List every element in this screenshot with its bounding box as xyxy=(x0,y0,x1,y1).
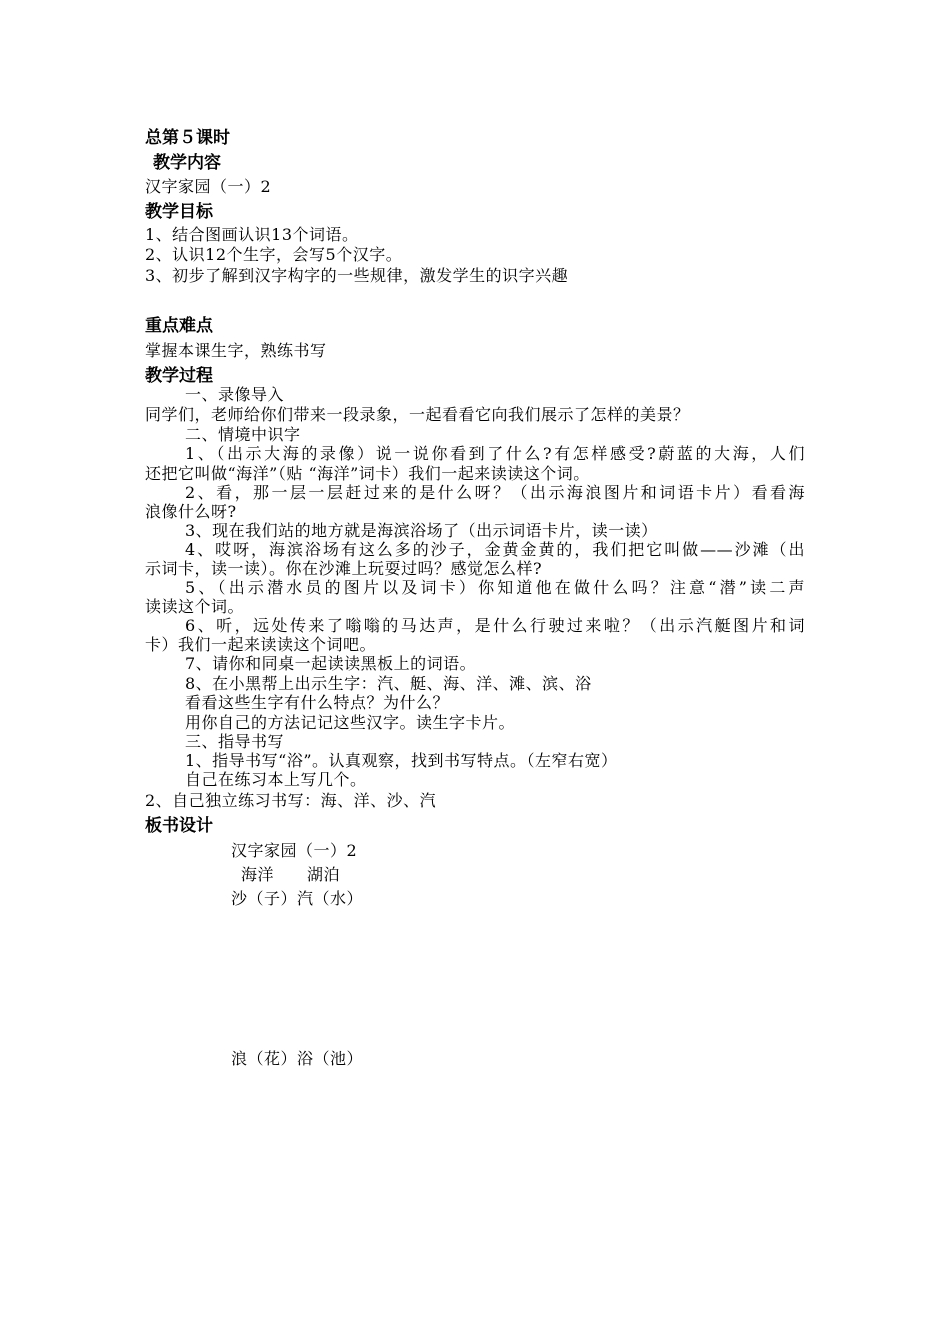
process-item: 浪像什么呀? xyxy=(145,502,237,521)
board-heading: 板书设计 xyxy=(145,816,213,836)
process-item: 3、现在我们站的地方就是海滨浴场了（出示词语卡片，读一读） xyxy=(185,521,658,540)
objectives-heading: 教学目标 xyxy=(145,202,213,222)
keypoints-heading: 重点难点 xyxy=(145,316,213,336)
process-item: 自己在练习本上写几个。 xyxy=(185,770,367,789)
process-item: 1、指导书写“浴”。认真观察，找到书写特点。（左窄右宽） xyxy=(185,751,618,770)
process-step-title: 二、情境中识字 xyxy=(185,425,301,444)
process-item: 8、在小黑帮上出示生字：汽、艇、海、洋、滩、滨、浴 xyxy=(185,674,592,693)
process-item: 2、看，那一层一层赶过来的是什么呀？（出示海浪图片和词语卡片）看看海 xyxy=(185,483,805,502)
board-line: 沙（子）汽（水） xyxy=(231,889,364,908)
board-title: 汉字家园（一）2 xyxy=(231,841,358,860)
process-item: 4、哎呀，海滨浴场有这么多的沙子，金黄金黄的，我们把它叫做——沙滩（出 xyxy=(185,540,805,559)
process-heading: 教学过程 xyxy=(145,366,213,386)
process-item: 7、请你和同桌一起读读黑板上的词语。 xyxy=(185,654,477,673)
objective-item: 2、认识12个生字，会写5个汉字。 xyxy=(145,245,403,264)
process-step-title: 三、指导书写 xyxy=(185,732,285,751)
process-item: 示词卡，读一读）。你在沙滩上玩耍过吗？感觉怎么样? xyxy=(145,559,543,578)
objective-item: 3、初步了解到汉字构字的一些规律，激发学生的识字兴趣 xyxy=(145,266,569,285)
process-item: 1、（出示大海的录像）说一说你看到了什么?有怎样感受?蔚蓝的大海，人们 xyxy=(185,444,805,463)
process-item: 6、听，远处传来了嗡嗡的马达声，是什么行驶过来啦？（出示汽艇图片和词 xyxy=(185,616,805,635)
process-item: 看看这些生字有什么特点？为什么？ xyxy=(185,693,450,712)
board-line: 浪（花）浴（池） xyxy=(231,1049,364,1068)
content-heading: 教学内容 xyxy=(153,153,221,173)
process-item: 2、自己独立练习书写：海、洋、沙、汽 xyxy=(145,791,437,810)
process-item: 用你自己的方法记记这些汉字。读生字卡片。 xyxy=(185,713,516,732)
process-item: 读读这个词。 xyxy=(145,597,245,616)
process-item: 5、（出示潜水员的图片以及词卡）你知道他在做什么吗？注意“潜”读二声 xyxy=(185,578,805,597)
lesson-header: 总第５课时 xyxy=(145,128,230,148)
process-item: 还把它叫做“海洋”（贴 “海洋”词卡）我们一起来读读这个词。 xyxy=(145,464,590,483)
board-words: 海洋 湖泊 xyxy=(241,865,341,884)
keypoints-text: 掌握本课生字，熟练书写 xyxy=(145,341,327,360)
process-text: 同学们，老师给你们带来一段录象，一起看看它向我们展示了怎样的美景？ xyxy=(145,405,690,424)
objective-item: 1、结合图画认识13个词语。 xyxy=(145,225,359,244)
content-text: 汉字家园（一）2 xyxy=(145,177,272,196)
process-item: 卡）我们一起来读读这个词吧。 xyxy=(145,635,377,654)
process-step-title: 一、录像导入 xyxy=(185,385,285,404)
